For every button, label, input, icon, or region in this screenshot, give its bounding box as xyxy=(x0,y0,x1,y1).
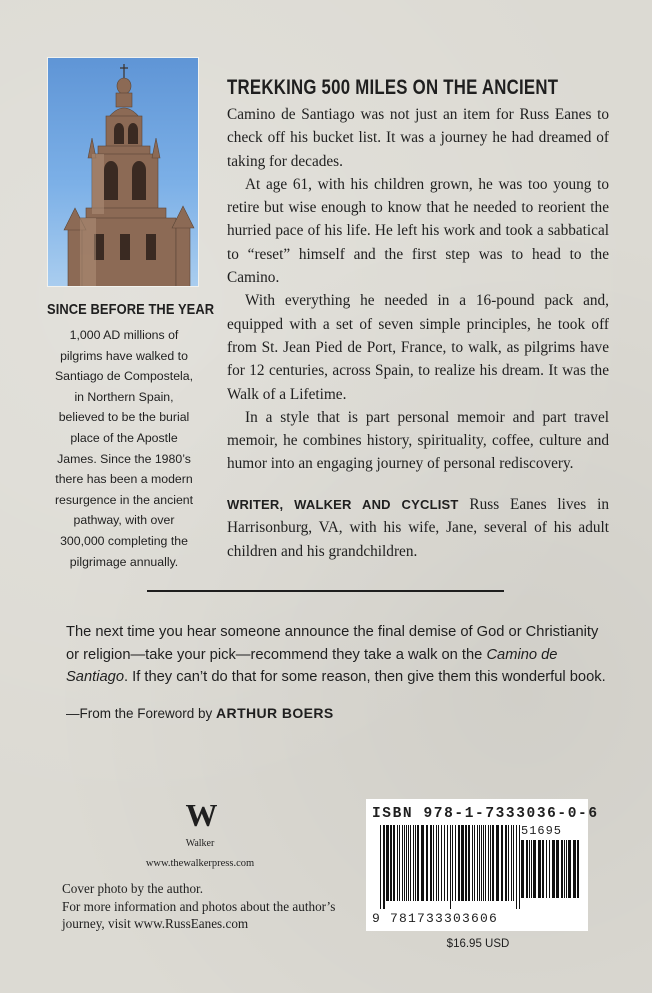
cover-photo-cathedral-tower xyxy=(47,57,199,287)
foreword-quote xyxy=(66,621,606,689)
publisher-url: www.thewalkerpress.com xyxy=(145,858,255,869)
barcode-bar xyxy=(406,825,407,901)
barcode-bar xyxy=(393,825,395,901)
barcode-bar xyxy=(383,825,385,909)
barcode-bar xyxy=(533,840,536,898)
barcode-bar xyxy=(447,825,448,901)
bio-lead: WRITER, WALKER AND CYCLIST xyxy=(227,497,459,512)
barcode-bar xyxy=(421,825,424,901)
ean-digits xyxy=(372,911,498,926)
author-bio xyxy=(227,493,609,563)
barcode-bar xyxy=(413,825,414,901)
tower-illustration xyxy=(48,58,199,287)
quote-attribution xyxy=(66,705,334,721)
addon-digits: 51695 xyxy=(521,824,563,838)
barcode-bar xyxy=(481,825,482,901)
barcode-bar xyxy=(450,825,451,909)
barcode-bar xyxy=(417,825,419,901)
barcode-bar xyxy=(573,840,576,898)
barcode-bar xyxy=(566,840,567,898)
barcode-bar xyxy=(477,825,478,901)
barcode-bar xyxy=(529,840,530,898)
barcode-bar xyxy=(531,840,532,898)
barcode-bar xyxy=(505,825,507,901)
barcode-bar xyxy=(461,825,464,901)
quote-italic-title: Camino de Santiago xyxy=(66,646,558,685)
barcode-bar xyxy=(438,825,439,901)
attribution-name: ARTHUR BOERS xyxy=(216,705,334,721)
ean-first-digit: 9 xyxy=(372,911,382,926)
sidebar-line: place of the Apostle xyxy=(70,430,178,445)
barcode-bar xyxy=(444,825,445,901)
barcode-bar xyxy=(430,825,432,901)
barcode-bar xyxy=(577,840,579,898)
barcode-bar xyxy=(521,840,524,898)
barcode-bar xyxy=(556,840,559,898)
barcode-bar xyxy=(433,825,434,901)
isbn-label: ISBN 978-1-7333036-0-6 xyxy=(372,806,599,822)
photo-credits xyxy=(62,880,342,933)
barcode-bar xyxy=(490,825,491,901)
barcode-bar xyxy=(508,825,509,901)
sidebar-line: 1,000 AD millions of xyxy=(69,328,179,342)
sidebar-line: resurgence in the ancient xyxy=(54,492,194,507)
barcode-bar xyxy=(561,840,563,898)
barcode-bar xyxy=(386,825,389,901)
blurb-paragraph: With everything he needed in a 16-pound pack and, equipped with a set of seven simple principles, he took off from St. Jean Pied de Port, France, to walk, as pilgrims have for 12 centuries, across Spain, to realize his dream. It was the Walk of a Lifetime. xyxy=(227,292,609,403)
barcode-bar xyxy=(483,825,484,901)
sidebar-line: in Northern Spain, xyxy=(74,389,174,404)
barcode-bar xyxy=(426,825,428,901)
barcode-bar xyxy=(552,840,555,898)
sidebar-line: Santiago de Compostela, xyxy=(54,369,194,384)
barcode-bar xyxy=(568,840,571,898)
barcode-bar xyxy=(458,825,460,901)
publisher-logo: W xyxy=(185,797,215,833)
sidebar-line: there has been a modern xyxy=(55,472,193,487)
quote-text: The next time you hear someone announce the final demise of God or Christianity or religion—take your pick—recommend they take a walk on the xyxy=(66,624,599,663)
barcode-bar xyxy=(455,825,456,901)
sidebar-heading: SINCE BEFORE THE YEAR xyxy=(47,301,215,318)
barcode-bar xyxy=(472,825,473,901)
addon-barcode-bars xyxy=(521,840,581,906)
blurb-paragraph: In a style that is part personal memoir and part travel memoir, he combines history, spirituality, coffee, culture and humor into an engaging journey of personal rediscovery. xyxy=(227,408,609,473)
barcode-bar xyxy=(526,840,528,898)
barcode-bar xyxy=(485,825,486,901)
ean-right-digits: 303606 xyxy=(444,911,499,926)
barcode-bar xyxy=(399,825,400,901)
sidebar-line: 300,000 completing the xyxy=(60,533,188,548)
barcode-bar xyxy=(408,825,409,901)
barcode-bar xyxy=(549,840,550,898)
barcode-bar xyxy=(564,840,565,898)
barcode-bar xyxy=(492,825,494,901)
barcode-bar xyxy=(501,825,503,901)
bio-text: Russ Eanes lives in Harrisonburg, VA, with his wife, Jane, several of his adult children and his grandchildren. xyxy=(227,496,609,560)
barcode-bar xyxy=(488,825,489,901)
barcode-bar xyxy=(380,825,381,909)
sidebar-line: James. Since the 1980’s xyxy=(57,451,191,466)
attribution-prefix: —From the Foreword by xyxy=(66,706,217,721)
sidebar-text xyxy=(44,325,204,572)
main-heading: TREKKING 500 MILES ON THE ANCIENT xyxy=(227,76,559,99)
barcode-bar xyxy=(479,825,480,901)
ean-left-digits: 781733 xyxy=(390,911,445,926)
barcode-bar xyxy=(404,825,405,901)
barcode-bar xyxy=(542,840,544,898)
barcode-bar xyxy=(415,825,416,901)
barcode-bar xyxy=(538,840,541,898)
blurb-paragraph: Camino de Santiago was not just an item for Russ Eanes to check off his bucket list. It was a journey he had dreamed of taking for decades. xyxy=(227,106,609,170)
barcode-bar xyxy=(390,825,392,901)
sidebar-line: pilgrims have walked to xyxy=(60,348,188,363)
barcode-bar xyxy=(513,825,514,901)
barcode-bar xyxy=(436,825,437,901)
sidebar-line: pathway, with over xyxy=(73,513,175,528)
sidebar-line: believed to be the burial xyxy=(58,410,190,425)
barcode-bar xyxy=(474,825,475,901)
divider-rule xyxy=(147,590,504,592)
credit-line: Cover photo by the author. xyxy=(62,881,204,896)
barcode-bar xyxy=(397,825,398,901)
barcode-bar xyxy=(516,825,517,909)
price-label: $16.95 USD xyxy=(446,938,510,950)
barcode-bar xyxy=(496,825,499,901)
main-blurb xyxy=(227,103,609,476)
barcode-bar xyxy=(452,825,453,901)
ean-barcode-bars xyxy=(380,825,522,909)
barcode-bar xyxy=(519,825,520,909)
credit-line: For more information and photos about the author’s journey, visit www.RussEanes.com xyxy=(62,898,336,931)
publisher-name: Walker xyxy=(185,838,215,849)
quote-text-end: . If they can’t do that for some reason, then give them this wonderful book. xyxy=(123,669,606,685)
barcode-bar xyxy=(511,825,512,901)
barcode-bar xyxy=(546,840,547,898)
blurb-paragraph: At age 61, with his children grown, he was too young to retire but wise enough to know that he needed to reorient the hurried pace of his life. He left his work and took a sabbatical to “reset” himself and the first step was to head to the Camino. xyxy=(227,175,609,287)
barcode-bar xyxy=(441,825,442,901)
barcode-bar xyxy=(465,825,467,901)
barcode-bar xyxy=(468,825,470,901)
sidebar-line: pilgrimage annually. xyxy=(69,554,179,569)
barcode-bar xyxy=(402,825,403,901)
barcode-bar xyxy=(410,825,411,901)
